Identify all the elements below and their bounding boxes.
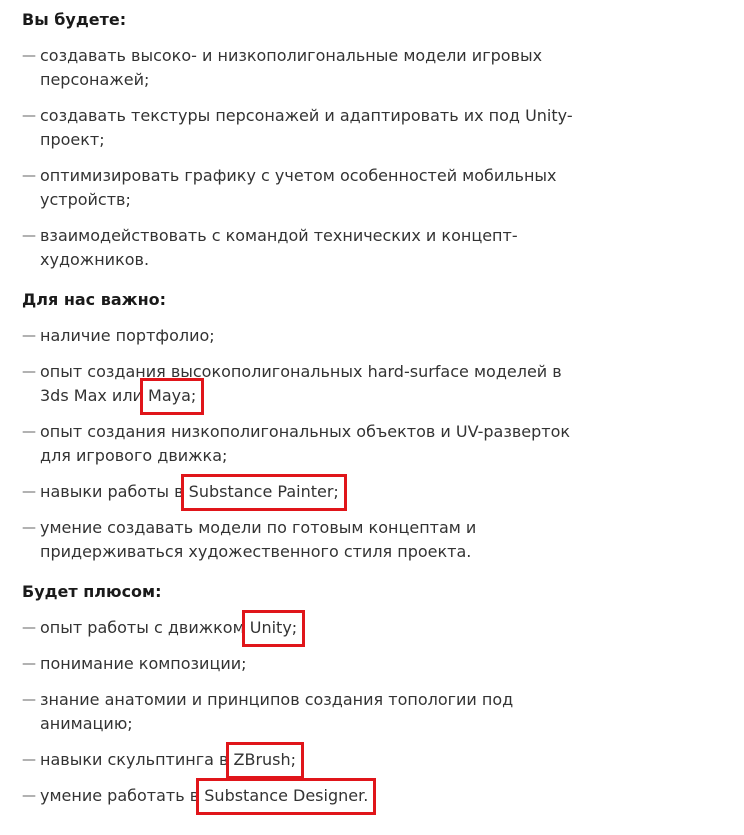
responsibilities-list	[22, 44, 582, 272]
list-item: — знание анатомии и принципов создания топологии под анимацию;	[22, 688, 582, 736]
item-text: умение работать в	[40, 786, 205, 805]
list-item: — опыт создания низкополигональных объектов и UV-разверток для игрового движка;	[22, 420, 582, 468]
item-text: навыки скульптинга в	[40, 750, 234, 769]
item-text: опыт создания высокополигональных hard-surface моделей в 3ds Max или	[40, 362, 562, 405]
list-item	[22, 360, 582, 408]
list-item: — создавать текстуры персонажей и адаптировать их под Unity-проект;	[22, 104, 582, 152]
item-text: опыт работы с движком	[40, 618, 250, 637]
list-item: — взаимодействовать с командой технических и концепт-художников.	[22, 224, 582, 272]
section-heading: Для нас важно:	[22, 290, 167, 309]
highlighted-term-substance-designer: Substance Designer.	[204, 786, 369, 805]
highlighted-term-substance-painter: Substance Painter;	[188, 482, 339, 501]
highlighted-term-unity: Unity;	[249, 618, 298, 637]
list-item	[22, 616, 582, 640]
section-nice-to-have	[22, 580, 582, 808]
list-item: — понимание композиции;	[22, 652, 582, 676]
list-item	[22, 784, 582, 808]
highlighted-term-maya: Maya;	[148, 386, 197, 405]
list-item	[22, 480, 582, 504]
section-responsibilities	[22, 8, 582, 272]
nice-to-have-list	[22, 616, 582, 808]
list-item: — создавать высоко- и низкополигональные модели игровых персонажей;	[22, 44, 582, 92]
list-item: — умение создавать модели по готовым концептам и придерживаться художественного стиля проекта.	[22, 516, 582, 564]
highlighted-term-zbrush: ZBrush;	[233, 750, 297, 769]
section-heading: Будет плюсом:	[22, 582, 162, 601]
section-requirements	[22, 288, 582, 564]
requirements-list	[22, 324, 582, 564]
list-item: — наличие портфолио;	[22, 324, 582, 348]
section-heading: Вы будете:	[22, 10, 127, 29]
list-item: — оптимизировать графику с учетом особенностей мобильных устройств;	[22, 164, 582, 212]
list-item	[22, 748, 582, 772]
job-requirements	[22, 8, 582, 820]
item-text: навыки работы в	[40, 482, 189, 501]
